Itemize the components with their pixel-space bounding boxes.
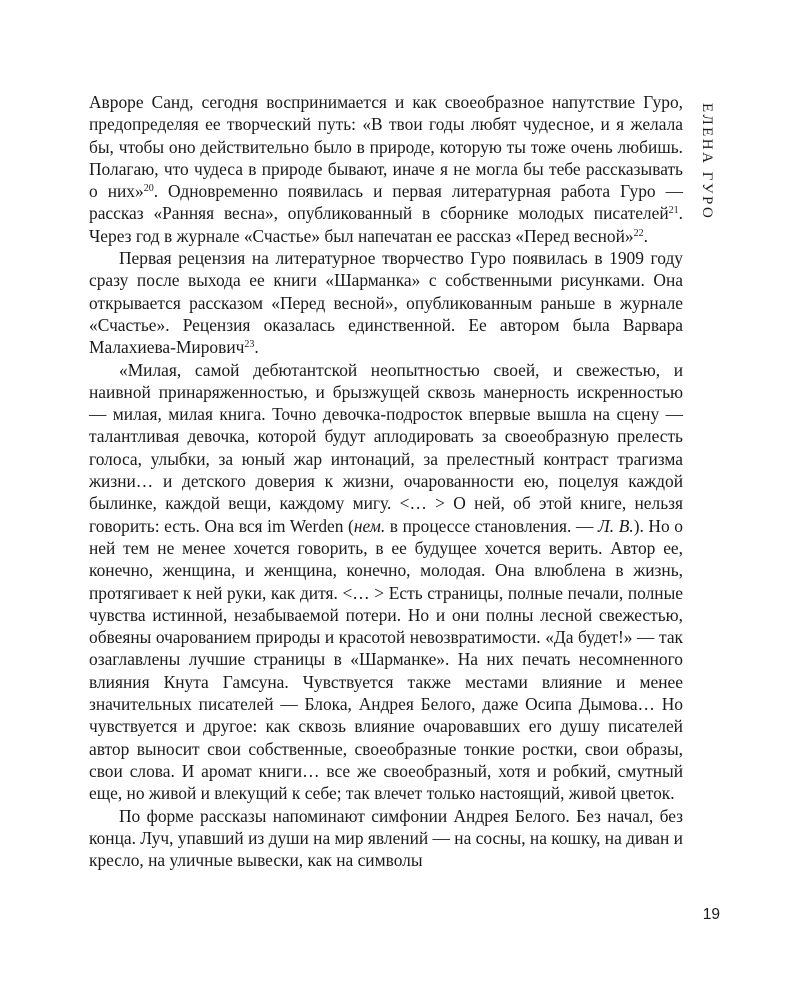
paragraph (89, 359, 683, 805)
paragraph (89, 247, 683, 358)
italic-text: Л. В. (597, 515, 634, 536)
footnote-ref: 22 (633, 227, 644, 239)
paragraph (89, 805, 683, 872)
text-run: ). Но о ней тем не менее хочется говорить, в ее будущее хочется верить. Автор ее, конечно, женщина, и женщина, конечно, молодая. Она влюблена в жизнь, протягивает к ней руки, как дитя. <… > Есть страницы, полные печали, полные чувства истинной, незабываемой потери. Но и они полны лесной свежестью, обвеяны очарованием природы и красотой невозвратимости. «Да будет!» — так озаглавлены лучшие страницы в «Шарманке». На них печать несомненного влияния Кнута Гамсуна. Чувствуется также местами влияние и менее значительных писателей — Блока, Андрея Белого, даже Осипа Дымова… Но чувствуется и другое: как сквозь влияние очаровавших его душу писателей автор выносит свои собственные, своеобразные тонкие ростки, свои образы, свои слова. И аромат книги… все же своеобразный, хотя и робкий, смутный еще, но живой и влекущий к себе; так влечет только настоящий, живой цветок. (89, 515, 683, 804)
text-run: . Одновременно появилась и первая литературная работа Гуро — рассказ «Ранняя весна», опубликованный в сборнике молодых писателей (89, 181, 683, 224)
italic-text: нем. (353, 515, 386, 536)
running-head: ЕЛЕНА ГУРО (699, 103, 715, 221)
body-text (89, 91, 683, 871)
text-run: Первая рецензия на литературное творчество Гуро появилась в 1909 году сразу после выхода ее книги «Шарманка» с собственными рисунками. Она открывается рассказом «Перед весной», опубликованным раньше в журнале «Счастье». Рецензия оказалась единственной. Ее автором была Варвара Малахиева-Мирович (89, 248, 683, 358)
text-run: в процессе становления. — (385, 515, 598, 536)
footnote-ref: 21 (668, 205, 679, 217)
text-run: По форме рассказы напоминают симфонии Андрея Белого. Без начал, без конца. Луч, упавший из души на мир явлений — на сосны, на кошку, на диван и кресло, на уличные вывески, как на символы (89, 805, 683, 871)
page-number: 19 (702, 906, 720, 923)
text-run: . (254, 337, 259, 358)
paragraph (89, 91, 683, 247)
text-run: . (643, 225, 648, 246)
text-run: . Через год в журнале «Счастье» был напечатан ее рассказ «Перед весной» (89, 203, 683, 246)
text-run: Авроре Санд, сегодня воспринимается и как своеобразное напутствие Гуро, предопределяя ее творческий путь: «В твои годы любят чудесное, и я желала бы, чтобы оно действительно было в природе, которую ты тоже очень любишь. Полагаю, что чудеса в природе бывают, иначе я не могла бы тебе рассказывать о них» (89, 92, 683, 202)
footnote-ref: 23 (244, 339, 255, 351)
footnote-ref: 20 (143, 183, 154, 195)
text-run: «Милая, самой дебютантской неопытностью своей, и свежестью, и наивной принаряженностью, и брызжущей сквозь манерность искренностью — милая, милая книга. Точно девочка-подросток впервые вышла на сцену — талантливая девочка, которой будут аплодировать за своеобразную прелесть голоса, улыбки, за юный жар интонаций, за прелестный контраст трагизма жизни… и детского доверия к жизни, очарованности ею, поцелуя каждой былинке, каждой вещи, каждому мигу. <… > О ней, об этой книге, нельзя говорить: есть. Она вся im Werden ( (89, 359, 683, 536)
